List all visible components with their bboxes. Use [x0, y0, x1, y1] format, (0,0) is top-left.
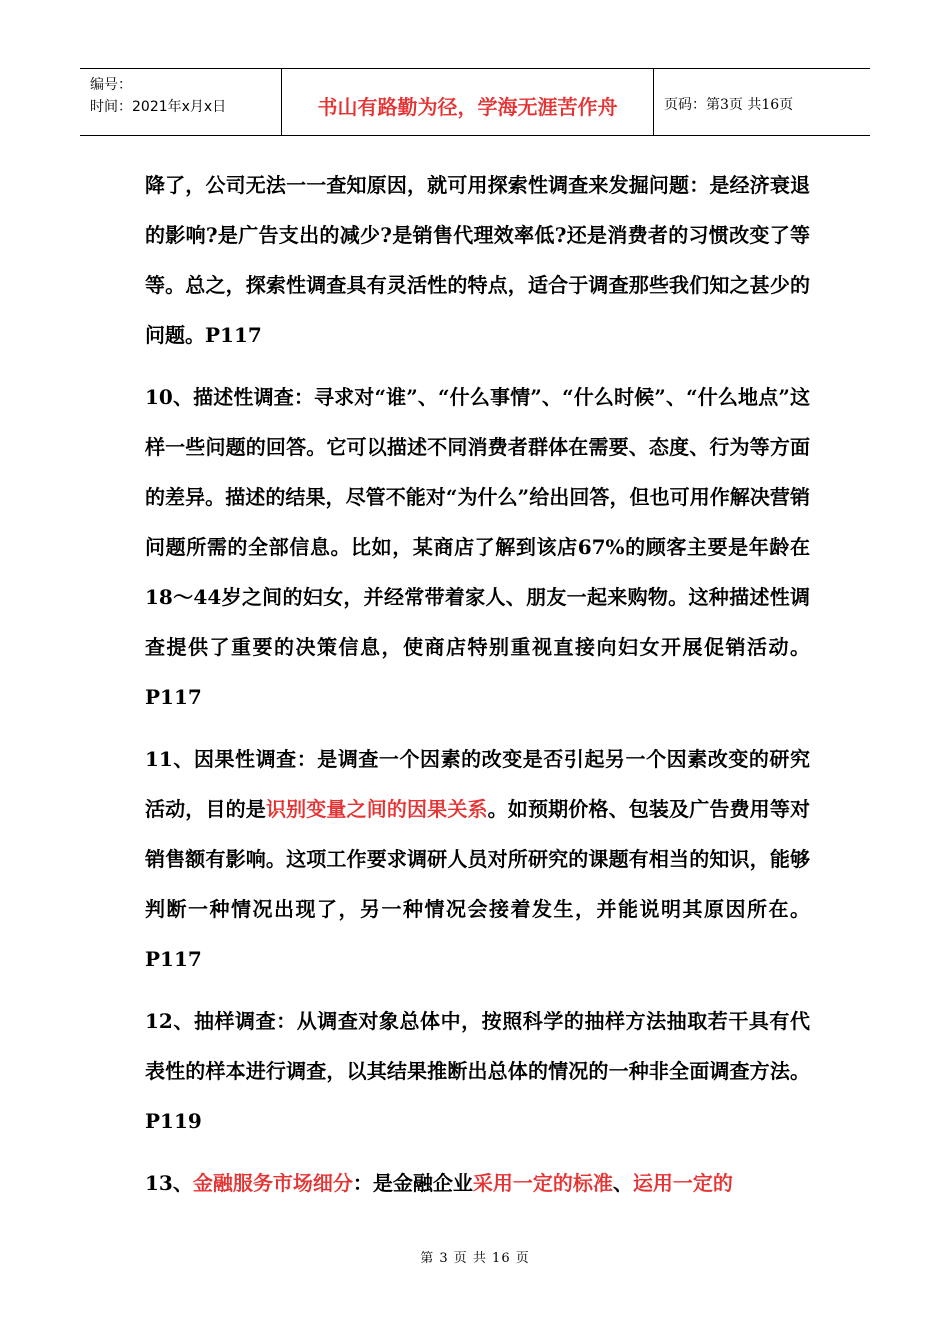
body-paragraph [145, 734, 810, 984]
highlighted-text: 识别变量之间的因果关系 [265, 797, 488, 821]
paragraph-text: 11、因果性调查：是调查一个因素的改变是否引起另一个因素改变的研究活动，目的是 [145, 747, 810, 821]
header-page-info: 页码：第3页 共16页 [664, 97, 794, 113]
body-paragraph [145, 372, 810, 722]
highlighted-text: 运用一定的 [632, 1171, 733, 1195]
paragraph-text: 12、抽样调查：从调查对象总体中，按照科学的抽样方法抽取若干具有代表性的样本进行调查，以其结果推断出总体的情况的一种非全面调查方法。P119 [145, 1009, 810, 1133]
page-footer: 第 3 页 共 16 页 [420, 1251, 530, 1266]
paragraph-text: 降了，公司无法一一查知原因，就可用探索性调查来发掘问题：是经济衰退的影响?是广告支出的减少?是销售代理效率低?还是消费者的习惯改变了等等。总之，探索性调查具有灵活性的特点，适合于调查那些我们知之甚少的问题。P117 [145, 173, 810, 347]
body-paragraph [145, 996, 810, 1146]
doc-code-label: 编号： [90, 77, 132, 93]
highlighted-text: 采用一定的标准 [472, 1171, 613, 1195]
highlighted-text: 金融服务市场细分 [192, 1171, 353, 1195]
paragraph-text: 13、 [145, 1171, 193, 1195]
page-header [80, 68, 870, 136]
body-paragraph [145, 1158, 810, 1208]
paragraph-text: 10、描述性调查：寻求对“谁”、“什么事情”、“什么时候”、“什么地点”这样一些问题的回答。它可以描述不同消费者群体在需要、态度、行为等方面的差异。描述的结果，尽管不能对“为什么”给出回答，但也可用作解决营销问题所需的全部信息。比如，某商店了解到该店67%的顾客主要是年龄在18～44岁之间的妇女，并经常带着家人、朋友一起来购物。这种描述性调查提供了重要的决策信息，使商店特别重视直接向妇女开展促销活动。P117 [145, 385, 810, 709]
paragraph-text: ：是金融企业 [352, 1171, 473, 1195]
paragraph-text: 、 [612, 1171, 633, 1195]
doc-time-label: 时间：2021年x月x日 [90, 99, 227, 115]
paragraph-text: 。如预期价格、包装及广告费用等对销售额有影响。这项工作要求调研人员对所研究的课题有相当的知识，能够判断一种情况出现了，另一种情况会接着发生，并能说明其原因所在。P117 [145, 797, 810, 971]
document-body [145, 160, 810, 1220]
header-meta-cell [80, 69, 282, 135]
header-motto: 书山有路勤为径，学海无涯苦作舟 [282, 69, 654, 135]
body-paragraph [145, 160, 810, 360]
